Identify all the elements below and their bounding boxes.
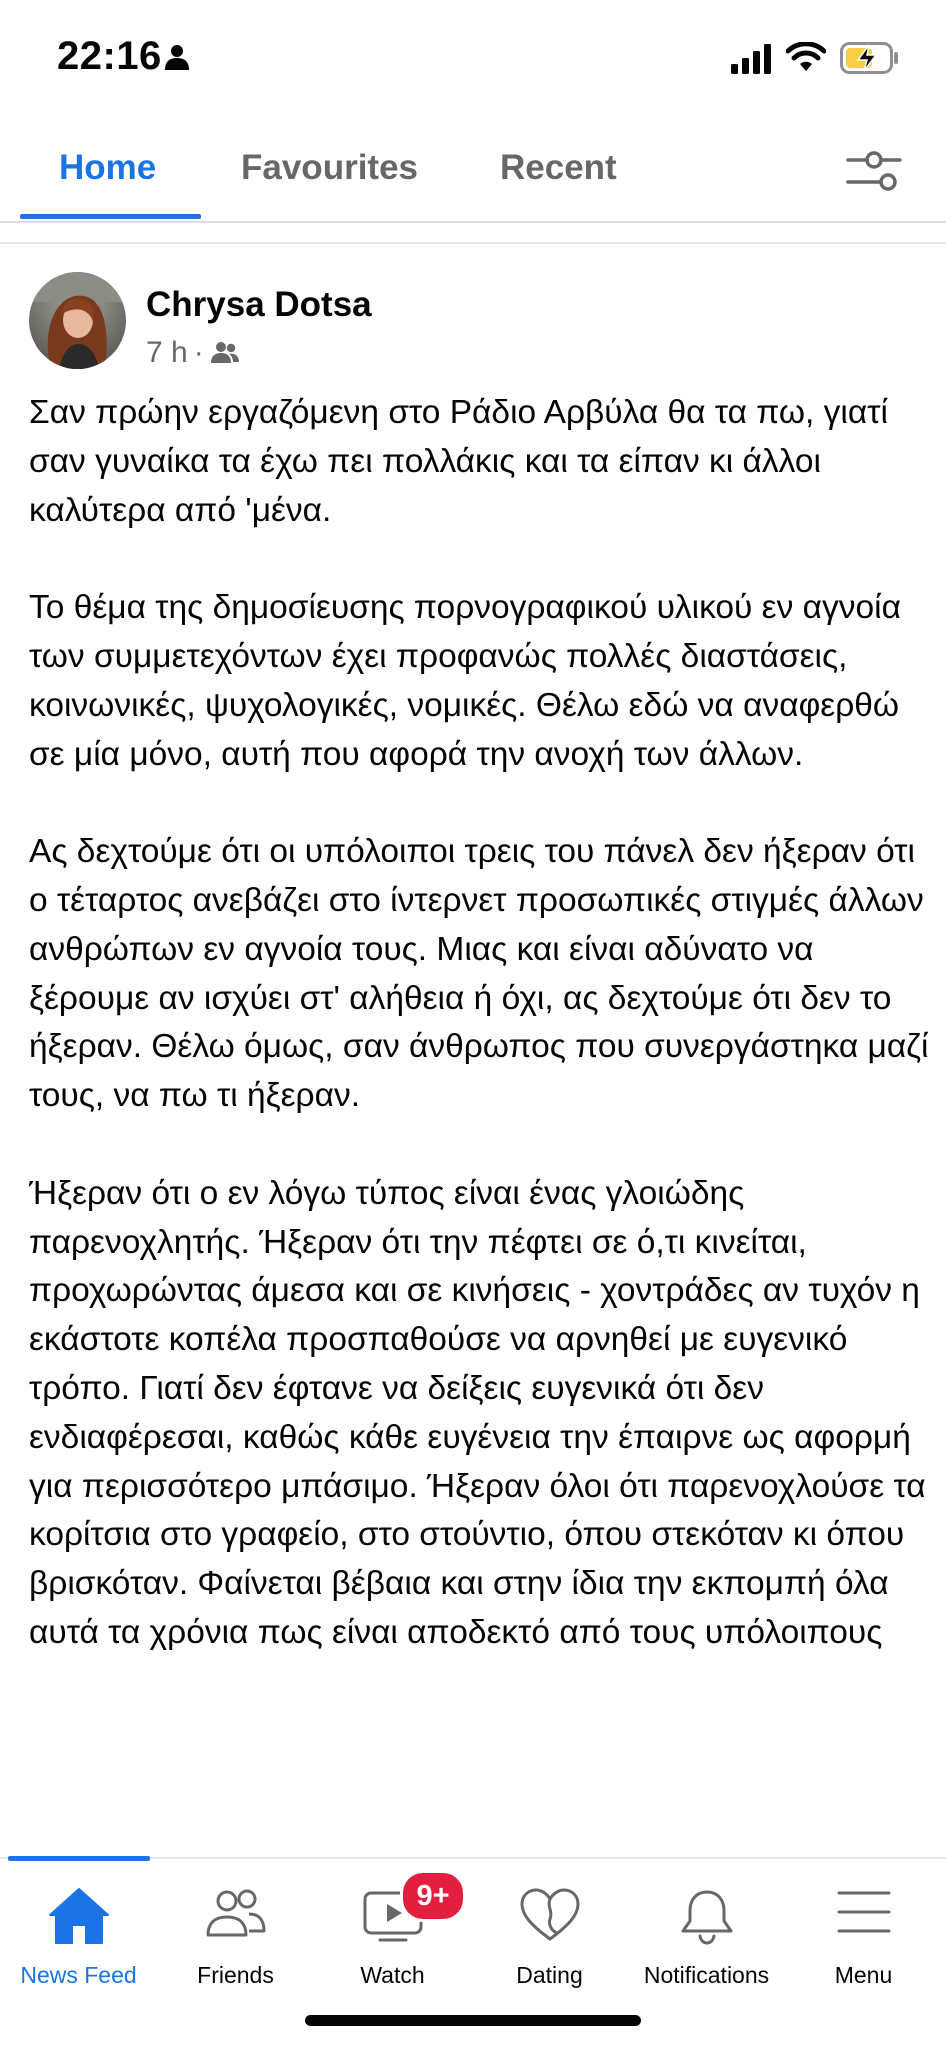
nav-label: Menu bbox=[834, 1962, 893, 1988]
post-text bbox=[29, 389, 929, 1857]
home-icon bbox=[48, 1887, 110, 1945]
post-author-name[interactable]: Chrysa Dotsa bbox=[146, 285, 372, 324]
nav-label: News Feed bbox=[20, 1962, 137, 1988]
tab-favourites[interactable]: Favourites bbox=[241, 148, 418, 187]
dating-heart-icon bbox=[519, 1887, 581, 1943]
status-bar bbox=[0, 0, 946, 120]
wifi-icon bbox=[786, 42, 826, 72]
feed-tabs bbox=[0, 130, 946, 222]
home-indicator bbox=[305, 2015, 641, 2026]
battery-charging-icon bbox=[840, 42, 900, 74]
friends-icon bbox=[205, 1887, 267, 1939]
nav-friends[interactable] bbox=[157, 1859, 314, 1988]
nav-news-feed[interactable] bbox=[0, 1859, 157, 1988]
nav-dating[interactable] bbox=[471, 1859, 628, 1988]
nav-label: Notifications bbox=[643, 1962, 770, 1988]
nav-notifications[interactable] bbox=[628, 1859, 785, 1988]
author-avatar[interactable] bbox=[29, 272, 126, 369]
post-paragraph: Ήξεραν ότι ο εν λόγω τύπος είναι ένας γλοιώδης παρενοχλητής. Ήξεραν ότι την πέφτει σε ό,τι κινείται, προχωρώντας άμεσα και σε κινήσεις - χοντράδες αν τυχόν η εκάστοτε κοπέλα προσπαθούσε να αρνηθεί με ευγενικό τρόπο. Γιατί δεν έφτανε να δείξεις ευγενικά ότι δεν ενδιαφέρεσαι, καθώς κάθε ευγένεια την έπαιρνε ως αφορμή για περισσότερο μπάσιμο. Ήξεραν όλοι ότι παρενοχλούσε τα κορίτσια στο γραφείο, στο στούντιο, όπου στεκόταν κι όπου βρισκόταν. Φαίνεται βέβαια και στην ίδια την εκπομπή όλα αυτά τα χρόνια πως είναι αποδεκτό από τους υπόλοιπους bbox=[29, 1174, 926, 1651]
post-time[interactable]: 7 h bbox=[146, 336, 188, 369]
friends-audience-icon[interactable] bbox=[210, 341, 240, 365]
nav-label: Watch bbox=[360, 1962, 425, 1988]
post-paragraph: Το θέμα της δημοσίευσης πορνογραφικού υλικού εν αγνοία των συμμετεχόντων έχει προφανώς πολλές διαστάσεις, κοινωνικές, ψυχολογικές, νομικές. Θέλω εδώ να αναφερθώ σε μία μόνο, αυτή που αφορά την ανοχή των άλλων. bbox=[29, 589, 901, 773]
meta-separator: · bbox=[193, 336, 204, 369]
tab-home[interactable]: Home bbox=[59, 148, 157, 187]
nav-menu[interactable] bbox=[785, 1859, 942, 1988]
tab-recent[interactable]: Recent bbox=[500, 148, 617, 187]
feed-divider bbox=[0, 242, 946, 244]
post-paragraph: Ας δεχτούμε ότι οι υπόλοιποι τρεις του πάνελ δεν ήξεραν ότι ο τέταρτος ανεβάζει στο ίντερνετ προσωπικές στιγμές άλλων ανθρώπων εν αγνοία τους. Μιας και είναι αδύνατο να ξέρουμε αν ισχύει στ' αλήθεια ή όχι, ας δεχτούμε ότι δεν το ήξεραν. Θέλω όμως, σαν άνθρωπος που συνεργάστηκα μαζί τους, να πω τι ήξεραν. bbox=[29, 833, 929, 1115]
watch-notification-badge: 9+ bbox=[400, 1870, 466, 1922]
feed-separator bbox=[0, 223, 946, 242]
post-meta bbox=[146, 336, 240, 370]
signal-icon bbox=[731, 44, 773, 74]
post-paragraph: Σαν πρώην εργαζόμενη στο Ράδιο Αρβύλα θα τα πω, γιατί σαν γυναίκα τα έχω πει πολλάκις και τα είπαν κι άλλοι καλύτερα από 'μένα. bbox=[29, 394, 888, 529]
active-tab-indicator bbox=[20, 214, 201, 219]
nav-label: Dating bbox=[516, 1962, 583, 1988]
person-icon bbox=[164, 44, 190, 70]
bell-icon bbox=[676, 1887, 738, 1945]
hamburger-menu-icon bbox=[836, 1887, 892, 1937]
status-time: 22:16 bbox=[57, 34, 162, 78]
nav-label: Friends bbox=[197, 1962, 274, 1988]
filter-sliders-icon[interactable] bbox=[846, 146, 902, 196]
